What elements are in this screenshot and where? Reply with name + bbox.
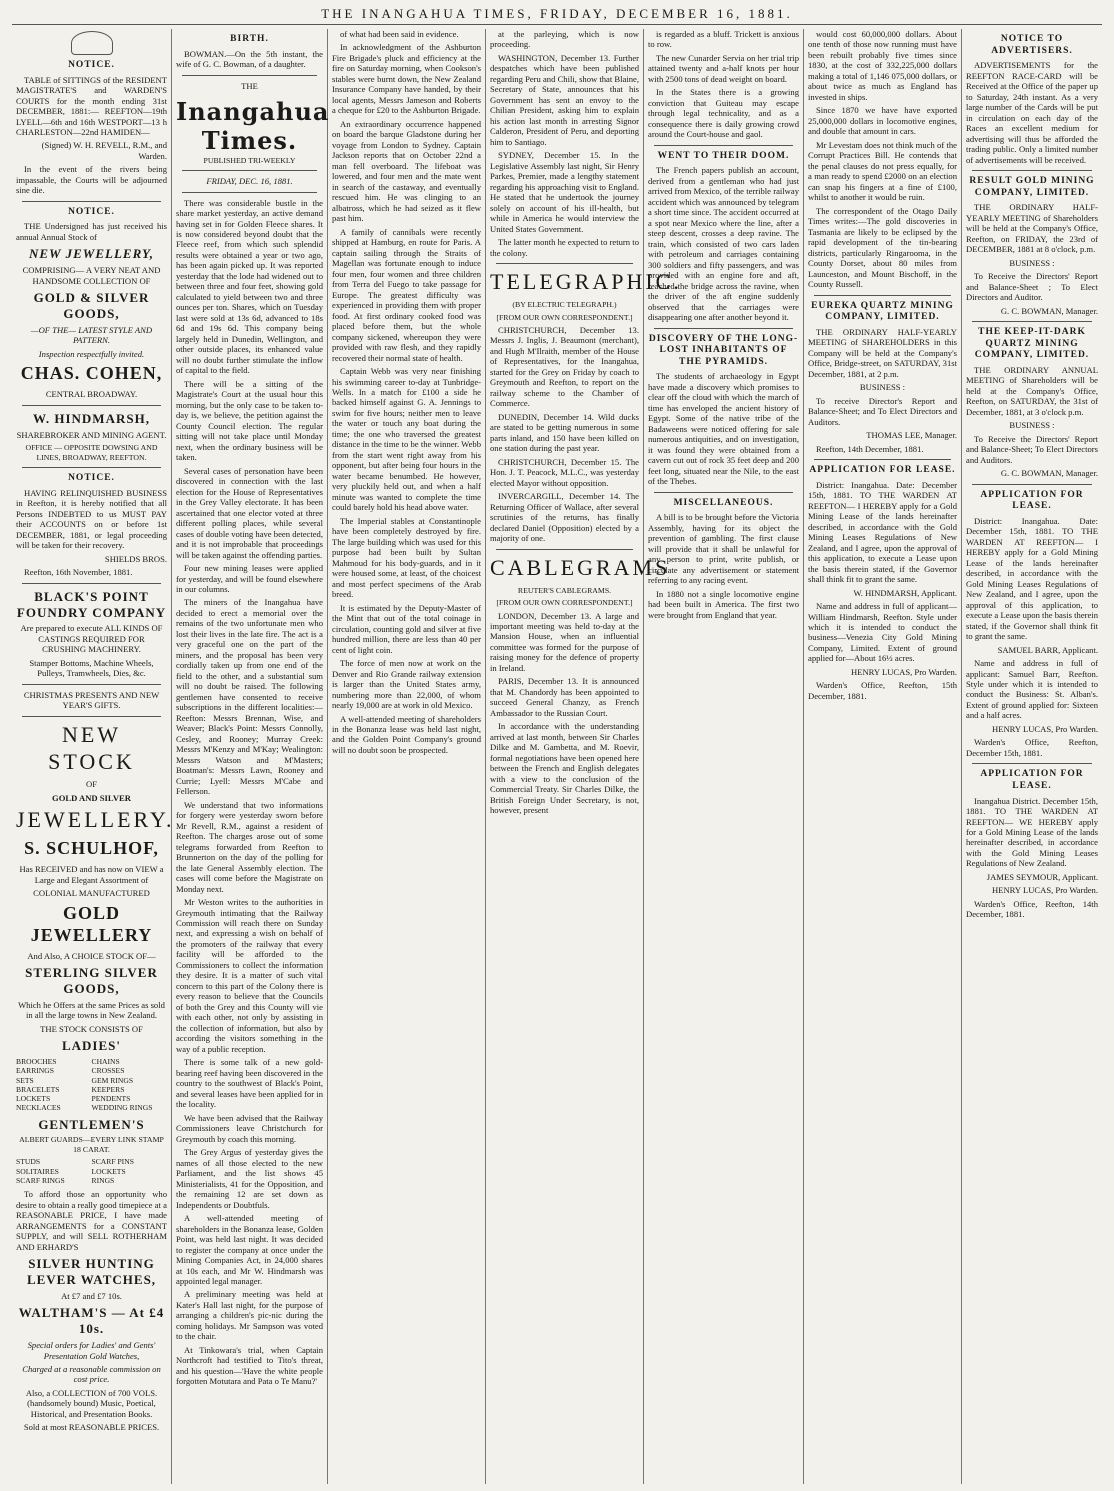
article-paragraph: DUNEDIN, December 14. Wild ducks are stated to be getting numerous in some parts inland, and 150 have been killed on one station during the past year. [490, 411, 639, 454]
gentlemen-heading: GENTLEMEN'S [38, 1116, 145, 1132]
notice-heading: NOTICE. [68, 206, 115, 217]
article-paragraph: at the parleying, which is now proceeding. [490, 29, 639, 50]
article-paragraph: PARIS, December 13. It is announced that M. Chandordy has been appointed to succeed General Chanzy, as French Ambassador to the Russian Court. [490, 676, 639, 718]
from-correspondent-text: [FROM OUR OWN CORRESPONDENT.] [496, 312, 633, 322]
comprising-text: COMPRISING— A VERY NEAT AND HANDSOME COLLECTION OF [22, 265, 161, 286]
cablegrams-heading: CABLEGRAMS [490, 554, 671, 580]
article-paragraph: There was considerable bustle in the share market yesterday, an active demand having set in for Golden Fleece shares. It is now considered beyond doubt that the Fleece reef, from which such splendid results were obtained a year or two ago, has been again picked up. It was reported yesterday that the lode had widened out to between three and four feet, showing gold calculated to yield between two and three ounces per ton. Shares, which on Tuesday last were sold at 13s 6d, advanced to 18s 6d and 19s 6d. This company being largely held in Dunedin, Wellington, and other outside places, its enhanced value will no doubt further stimulate the inflow of capital to the field. [176, 197, 323, 376]
ladies-heading: LADIES' [61, 1038, 122, 1054]
bowman-sign: G. C. BOWMAN, Manager. [1000, 305, 1098, 316]
notice-heading: NOTICE. [68, 473, 115, 484]
lee-date: Reefton, 14th December, 1881. [816, 443, 924, 454]
divider [22, 201, 161, 202]
divider [22, 716, 161, 717]
article-paragraph: In accordance with the understanding arrived at last month, between Sir Charles Dilke and M. Gambetta, and M. Roevir, formal negotiations have been opened here between the French and English delegates with a view to the conclusion of the Commercial Treaty. Sir Charles Dilke, the British Foreign Under Secretary, is not, however, present [490, 721, 639, 816]
divider [182, 170, 317, 171]
collection-text: Also, a COLLECTION of 700 VOLS. (handsomely bound) Music, Poetical, Historical, and Presentation Books. [25, 1387, 158, 1419]
list-item: SCARF RINGS [16, 1175, 65, 1185]
new-jewellery-heading: NEW JEWELLERY, [28, 246, 155, 262]
broadway-text: CENTRAL BROADWAY. [45, 389, 138, 400]
article-paragraph: CHRISTCHURCH, December 13. Messrs J. Inglis, J. Beaumont (merchant), and Hugh M'Ilraith, member of the House of Representatives, for the Inangahua, started for the Grey on Friday by coach to Greymouth and Reefton, to report on the railway scheme to the Chamber of Commerce. [490, 325, 639, 409]
foundry-heading: BLACK'S POINT FOUNDRY COMPANY [16, 588, 167, 620]
list-item: PENDENTS [91, 1094, 131, 1104]
column-7 [962, 29, 1102, 1484]
telegraphic-heading: TELEGRAPHIC. [490, 269, 682, 295]
list-item: EARRINGS [16, 1066, 54, 1076]
application-heading: APPLICATION FOR LEASE. [980, 489, 1084, 512]
article-paragraph: We understand that two informations for forgery were yesterday sworn before Mr Revell, R.M., against a resident of Reefton. The charges arose out of some telegrams forwarded from Reefton to Brunnerton on the day of the polling for the late General Assembly election. The cases will come before the Magistrate on Monday next. [176, 799, 323, 894]
eureka-heading: EUREKA QUARTZ MINING COMPANY, LIMITED. [811, 300, 954, 323]
column-3 [328, 29, 486, 1484]
list-item: NECKLACES [16, 1103, 61, 1113]
divider [496, 263, 633, 264]
article-paragraph: Since 1870 we have have exported 25,000,000 dollars in locomotive engines, and double that amount in cars. [808, 105, 957, 137]
notice-advertisers-text: ADVERTISEMENTS for the REEFTON RACE-CARD will be Received at the Office of the paper up to Saturday, 24th instant. As a very large number of the Cards will be put in circulation on each day of the Races an excellent medium for advertising will thus be afforded the trading public. Only a limited number of advertisements will be received. [966, 60, 1098, 165]
article-paragraph: Captain Webb was very near finishing his swimming career to-day at Tunbridge-Wells. In a match for £100 a side he backed himself against G. A. Jennings to swim for five hours; neither men to leave the water or touch any boat during the time; the one who traversed the greatest distance in the time to be the winner. Webb from the start went right away from his opponent, but after being four hours in the water became benumbed. He however, very pluckily held out, and when a half minute was wanted to complete the time could barely hold his head above water. [332, 366, 481, 513]
divider [654, 492, 793, 493]
article-paragraph: A bill is to be brought before the Victoria Assembly, having for its object the prevention of gambling. The first clause will provide that it shall be unlawful for any person to print, write publish, or circulate any advertisement or statement referring to any racing event. [648, 512, 799, 586]
applicant-sign: W. HINDMARSH, Applicant. [853, 587, 957, 598]
article-paragraph: of what had been said in evidence. [340, 29, 459, 39]
application-heading: APPLICATION FOR LEASE. [809, 465, 956, 476]
published-text: PUBLISHED TRI-WEEKLY [203, 155, 296, 165]
dateline: FRIDAY, DEC. 16, 1881. [206, 176, 293, 187]
list-item: LOCKETS [16, 1094, 51, 1104]
result-text: THE ORDINARY HALF-YEARLY MEETING of Shareholders will be held at the Company's Office, Reefton, on FRIDAY, the 23rd of DECEMBER, 1881 at 8 o'clock, p.m. [966, 202, 1098, 255]
sold-text: Sold at most REASONABLE PRICES. [23, 1422, 160, 1433]
albert-text: ALBERT GUARDS—EVERY LINK STAMP 18 CARAT. [19, 1135, 164, 1154]
business-heading: BUSINESS : [1009, 420, 1055, 431]
court-sittings-signature: (Signed) W. H. REVELL, R.M., and Warden. [41, 140, 167, 161]
list-item: SOLITAIRES [16, 1166, 59, 1176]
divider [182, 192, 317, 193]
article-paragraph: At Tinkowara's trial, when Captain Northcroft had testified to Tito's threat, and his question—'Have the white people forgotten Motutara and Pata o Te Manu?' [176, 1344, 323, 1387]
divider [496, 549, 633, 550]
royal-crest-icon [71, 31, 113, 55]
article-paragraph: WASHINGTON, December 13. Further despatches which have been published regarding Peru and Chili, show that Blaine, Secretary of State, announces that his Government has sent an envoy to the Chilian President, asking him to explain his action last month in arresting Signor Calderon, President of Peru, and deporting him to Santiago. [490, 52, 639, 147]
gold-silver-text: GOLD AND SILVER [52, 792, 131, 803]
list-item: LOCKETS [91, 1166, 126, 1176]
prices-text: At £7 and £7 10s. [61, 1290, 122, 1301]
business-text: To Receive the Directors' Report and Balance-Sheet ; To Elect Directors and Auditor. [966, 271, 1098, 303]
paper-title: Inangahua Times. [176, 97, 330, 156]
gold-jewellery-heading: GOLD JEWELLERY [30, 902, 153, 945]
divider [654, 328, 793, 329]
latest-style-text: —OF THE— LATEST STYLE AND PATTERN. [30, 325, 153, 346]
warden-sign: HENRY LUCAS, Pro Warden. [991, 723, 1098, 734]
birth-heading: BIRTH. [230, 34, 269, 44]
by-electric-text: (BY ELECTRIC TELEGRAPH.) [512, 300, 617, 309]
business-text: To Receive the Directors' Report and Balance-Sheet; To Elect Directors and Auditors. [966, 433, 1098, 465]
lee-sign: THOMAS LEE, Manager. [866, 430, 957, 441]
consists-text: THE STOCK CONSISTS OF [40, 1023, 143, 1034]
list-item: RINGS [91, 1175, 115, 1185]
keep-it-dark-text: THE ORDINARY ANNUAL MEETING of Shareholders will be held at the Company's Office, Reefton, on SATURDAY, the 31st of December, 1881, at 3 o'clock p.m. [966, 364, 1098, 417]
article-paragraph: In acknowledgment of the Ashburton Fire Brigade's pluck and efficiency at the fire on Saturday morning, when Cookson's stables were burnt down, the New Zealand Insurance Company have handed, by their local agents, Messrs Jameson and Roberts a cheque for £20 to the Ashburton Brigade. [332, 42, 481, 116]
list-item: BROOCHES [16, 1057, 57, 1067]
article-paragraph: There is some talk of a new gold-bearing reef having been discovered in the country to the southwest of Black's Point, and several leases have been applied for in the locality. [176, 1057, 323, 1110]
business-heading: BUSINESS : [859, 382, 906, 393]
divider [972, 321, 1092, 322]
shields-sign: SHIELDS BROS. [104, 553, 167, 564]
business-heading: BUSINESS : [1009, 257, 1055, 268]
jewellery-heading: JEWELLERY. [16, 807, 175, 833]
article-paragraph: is regarded as a bluff. Trickett is anxious to row. [648, 29, 799, 50]
cohen-name: CHAS. COHEN, [20, 363, 163, 384]
application-text: Inangahua District. December 15th, 1881. TO THE WARDEN AT REEFTON— WE HEREBY apply for a Gold Mining Lease of the lands hereinafter described, in accordance with the Gold Mining Leases Regulations of New Zealand. [966, 795, 1098, 869]
sharebroker-text: SHAREBROKER AND MINING AGENT. [16, 429, 167, 440]
article-paragraph: An extraordinary occurrence happened on board the barque Gladstone during her voyage from London to Sydney. Captain Jackson reports that on October 22nd a man fell overboard. The lifeboat was lowered, and four men and the mate went in search of the castaway, and eventually rescued him. He was clinging to an albatross, which he had seized as it flew past him. [332, 118, 481, 224]
warden-sign: HENRY LUCAS, Pro Warden. [991, 885, 1098, 896]
application-heading: APPLICATION FOR LEASE. [980, 769, 1084, 791]
christmas-text: CHRISTMAS PRESENTS AND NEW YEAR'S GIFTS. [23, 689, 160, 711]
article-paragraph: Four new mining leases were applied for yesterday, and will be found elsewhere in our columns. [176, 563, 323, 594]
keep-it-dark-heading: THE KEEP-IT-DARK QUARTZ MINING COMPANY, LIMITED. [974, 327, 1090, 361]
application-detail: Name and address in full of applicant: Samuel Barr, Reefton. Style under which it is intended to conduct the Business: St. Alban's. Extent of ground applied for: Sixteen and a half acres. [966, 658, 1098, 721]
reuters-text: REUTER'S CABLEGRAMS. [517, 585, 612, 595]
hindmarsh-name: W. HINDMARSH, [33, 410, 150, 426]
list-item: STUDS [16, 1157, 41, 1167]
notice-heading: NOTICE. [68, 60, 115, 70]
divider [972, 763, 1092, 764]
offers-text: Which he Offers at the same Prices as sold in all the large towns in New Zealand. [18, 999, 165, 1021]
application-text: District: Inangahua. Date: December 15th, 1881. TO THE WARDEN AT REEFTON— I HEREBY apply for a Gold Mining Lease of the lands hereinafter described, in accordance with the Gold Mining Leases Regulations of New Zealand, and I agree, upon the approval of this application, to execute a Lease upon the basis therein stated, if the Governor shall think fit to grant the same. [808, 479, 957, 585]
the-text: THE [241, 80, 258, 91]
list-item: BRACELETS [16, 1084, 60, 1094]
business-text: To receive Director's Report and Balance-Sheet; and To Elect Directors and Auditors. [808, 395, 957, 427]
article-paragraph: We have been advised that the Railway Commissioners leave Christchurch for Greymouth by coach this morning. [176, 1112, 323, 1144]
article-paragraph: Mr Levestam does not think much of the Corrupt Practices Bill. He contends that the penal clauses do not press equally, for a man ready to spend £2000 on an election can snap his fingers at a fine of £100, whilst to another it would be ruin. [808, 139, 957, 203]
article-paragraph: A well-attended meeting of shareholders in the Bonanza lease, Golden Point, was held last night. It was decided to register the company at once under the Mining Companies Act, in 24,000 shares at 10s each, and Mr W. Hindmarsh was appointed legal manager. [176, 1213, 323, 1286]
column-6 [804, 29, 962, 1484]
result-heading: RESULT GOLD MINING COMPANY, LIMITED. [969, 176, 1095, 198]
divider [22, 467, 161, 468]
divider [972, 170, 1092, 171]
notice-advertisers-heading: NOTICE TO ADVERTISERS. [991, 34, 1073, 56]
divider [654, 145, 793, 146]
article-paragraph: A well-attended meeting of shareholders in the Bonanza lease was held last night, and the Golden Point Company's ground will no doubt soon be prospected. [332, 713, 481, 755]
gold-silver-heading: GOLD & SILVER GOODS, [33, 290, 150, 322]
stamper-text: Stamper Bottoms, Machine Wheels, Pulleys, Tramwheels, Dies, &c. [29, 657, 154, 679]
gent-item-list [16, 1157, 167, 1185]
ladies-item-list [16, 1057, 167, 1113]
waltham-heading: WALTHAM'S — At £4 10s. [18, 1305, 165, 1337]
foundry-text: Are prepared to execute ALL KINDS OF CASTINGS REQUIRED FOR CRUSHING MACHINERY. [20, 623, 163, 655]
notice-intro: THE Undersigned has just received his annual Annual Stock of [16, 221, 167, 242]
article-paragraph: There will be a sitting of the Magistrate's Court at the usual hour this morning, but the only case to be taken to-day is, we believe, the petition against the County Council election. The regular sitting will not take place until Monday next, when the ordinary business will be taken. [176, 378, 323, 463]
column-2 [172, 29, 328, 1484]
from-correspondent-text: [FROM OUR OWN CORRESPONDENT.] [496, 598, 633, 608]
list-item: CHAINS [91, 1057, 120, 1067]
application-text: District: Inangahua. Date: December 15th, 1881. TO THE WARDEN AT REEFTON— I HEREBY apply for a Gold Mining Lease of the lands hereinafter described, in accordance with the Gold Mining Leases Regulations of New Zealand, and I agree, upon the approval of this application, to execute a Lease upon the basis therein stated, if the Governor shall think fit to grant the same. [966, 515, 1098, 642]
inspection-text: Inspection respectfully invited. [38, 348, 145, 359]
divider [814, 459, 951, 460]
birth-text: BOWMAN.—On the 5th instant, the wife of G. C. Bowman, of a daughter. [176, 48, 323, 70]
article-paragraph: SYDNEY, December 15. In the Legislative Assembly last night, Sir Henry Parkes, Premier, made a lengthy statement regarding his approaching visit to England. He stated that he undertook the journey solely on account of his ill-health, but while in America he would interview the United States Government. [490, 150, 639, 234]
warden-date: Warden's Office, Reefton, 15th December, 1881. [808, 680, 957, 701]
article-paragraph: It is estimated by the Deputy-Master of the Mint that out of the total coinage in circulation, counting gold and silver at five hundred million, there are less than 40 per cent of light coin. [332, 602, 481, 655]
article-paragraph: In 1880 not a single locomotive engine had been built in America. The first two were brought from England that year. [648, 588, 799, 620]
application-detail: Name and address in full of applicant—William Hindmarsh, Reefton. Style under which it is intended to conduct the business—Venezia City Gold Mining Company, Limited. Extent of ground applied for—About 16½ acres. [808, 601, 957, 664]
bowman-sign: G. C. BOWMAN, Manager. [1000, 468, 1098, 479]
list-item: GEM RINGS [91, 1075, 134, 1085]
list-item: KEEPERS [91, 1084, 125, 1094]
office-text: OFFICE — OPPOSITE DOWSING AND LINES, BROADWAY, REEFTON. [25, 443, 158, 462]
list-item: SETS [16, 1075, 34, 1085]
columns [12, 29, 1102, 1484]
column-5 [644, 29, 804, 1484]
miscellaneous-heading: MISCELLANEOUS. [673, 497, 774, 508]
new-stock-heading: NEW STOCK [48, 721, 135, 774]
received-text: Has RECEIVED and has now on VIEW a Large and Elegant Assortment of [19, 864, 164, 885]
column-1 [12, 29, 175, 1484]
article-paragraph: The miners of the Inangahua have decided to erect a memorial over the remains of the two unfortunate men who lost their lives in the late fire. The act is a very graceful one on the part of the miners, and the proposal has been very cordially taken up from one end of the field to the other, and a substantial sum will no doubt be raised. The following gentlemen have consented to receive subscriptions in the different localities:—Reefton: Messrs Brennan, Wise, and Weaver; Black's Point: Messrs Connolly, Cesley, and Rooney; Murray Creek: Messrs M'Kenzy and M'Kay; Wealington: Messrs Watson and M'Masters; Boatman's: Messrs Lawn, Rooney and Currie; Lyell: Messrs M'Cabe and Fellerson. [176, 597, 323, 797]
silver-hunting-heading: SILVER HUNTING LEVER WATCHES, [26, 1256, 157, 1287]
article-paragraph: The new Cunarder Servia on her trial trip attained twenty and a-half knots per hour with 2500 tons of dead weight on board. [648, 52, 799, 84]
article-paragraph: The force of men now at work on the Denver and Rio Grande railway extension is larger than the United States army, numbering more than 22,000, of whom nearly 19,000 are at work in old Mexico. [332, 658, 481, 711]
eureka-text: THE ORDINARY HALF-YEARLY MEETING of SHAREHOLDERS in this Company will be held at the Company's Office, Bridge-street, on SATURDAY, 31st December, 1881, at 2 p.m. [808, 326, 957, 379]
article-paragraph: The students of archaeology in Egypt have made a discovery which promises to clear off the cloud with which the march of time has enveloped the ancient history of Egypt. Some of the native tribe of the Badaweens were noticed offering for sale numerous antiquities, and on investigation, it was found they were obtained from a cavern cut out of rock 35 feet deep and 200 feet long, situated near the Nile, to the east of the Thebes. [648, 371, 799, 487]
of-text: OF [86, 779, 97, 790]
article-paragraph: The French papers publish an account, derived from a gentleman who had just arrived from Mexico, of the terrible railway accident which was announced by telegram a short time since. The accident occurred at a spot near Mexico where the line, after a steep descent, crosses a deep ravine. The train, which consisted of two cars laden with petroleum and carriages containing 300 soldiers and fifty passengers, and was provided with an engine fore and aft, reached the bridge across the ravine, when the driver of the aft engine suddenly observed that the carriages were disappearing one after another beyond it. [648, 165, 799, 323]
divider [22, 684, 161, 685]
warden-sign: HENRY LUCAS, Pro Warden. [850, 666, 957, 677]
divider [22, 405, 161, 406]
article-paragraph: LONDON, December 13. A large and important meeting was held to-day at the Mansion House, when an influential committee was formed for the purpose of raising money for the defence of property in Ireland. [490, 610, 639, 673]
article-paragraph: INVERCARGILL, December 14. The Returning Officer of Wallace, after several scrutinies of the returns, has finally declared Daniel (Opposition) elected by a majority of one. [490, 491, 639, 544]
article-paragraph: would cost 60,000,000 dollars. About one tenth of those now running must have been rebuilt probably five times since 1830, at the cost of 332,225,000 dollars making a total of 1,146 075,000 dollars, or about twice as much as England has invested in ships. [808, 29, 957, 102]
article-paragraph: The Grey Argus of yesterday gives the names of all those elected to the new Parliament, and the list shows 45 Ministerialists, 41 for the Opposition, and the remaining 12 are set down as Independents or Doubtfuls. [176, 1147, 323, 1210]
schulhof-name: S. SCHULHOF, [24, 838, 159, 859]
article-paragraph: CHRISTCHURCH, December 15. The Hon. J. T. Peacock, M.L.C., was yesterday elected Mayor without opposition. [490, 456, 639, 488]
divider [22, 583, 161, 584]
article-paragraph: A preliminary meeting was held at Kater's Hall last night, for the purpose of arranging a children's pic-nic during the coming holidays. Mr Sampson was voted to the chair. [176, 1289, 323, 1342]
article-paragraph: The Imperial stables at Constantinople have been completely destroyed by fire. The large building which was used for this purpose had been built by Sultan Mahmoud for his body-guards, and in it were housed some, at least, of the choicest and most perfect specimens of the Arab breed. [332, 515, 481, 600]
list-item: CROSSES [91, 1066, 125, 1076]
article-paragraph: Mr Weston writes to the authorities in Greymouth intimating that the Railway Commission will reach there on Sunday next, and expressing a wish on behalf of the promoters of the railway that every facility will be afforded to the Commissioners to collect the information they desire. It is a matter of such vital concern to this part of the Colony there is every reason to believe that the Councils of both the Grey and this County will vie with each other, not only by assisting in the collection of information, but also by according the visitors something in the way of a public reception. [176, 897, 323, 1054]
warden-date: Warden's Office, Reefton, December 15th, 1881. [966, 737, 1098, 758]
applicant-sign: SAMUEL BARR, Applicant. [997, 644, 1098, 655]
sterling-heading: STERLING SILVER GOODS, [25, 965, 158, 996]
article-paragraph: The correspondent of the Otago Daily Times writes:—The gold discoveries in Tasmania are likely to be eclipsed by the rapid development of the tin-bearing districts, particularly Ringarooma, in the County Dorset, about 80 miles from Launceston, and Mount Bischoff, in the County Russell. [808, 205, 957, 290]
article-paragraph: A family of cannibals were recently shipped at Hamburg, en route for Paris. A captain sailing through the Straits of Magellan was fortunate enough to induce four men, four women and three children from Terra del Fuego to take passage for Europe. The greatest difficulty was experienced in providing them with proper food. At first ordinary cooked food was placed before them, but the whole company sickened, whereupon they were provided with raw flesh, and they rapidly recovered their normal state of health. [332, 226, 481, 363]
list-item: WEDDING RINGS [91, 1103, 153, 1113]
relinquish-text: HAVING RELINQUISHED BUSINESS in Reefton, it is hereby notified that all Persons INDEBTED to us MUST PAY their ACCOUNTS on or before 1st DECEMBER, 1881, or legal proceeding will be taken for their recovery. [16, 487, 167, 551]
afford-text: To afford those an opportunity who desire to obtain a really good timepiece at a REASONABLE PRICE, I have made ARRANGEMENTS for a CONSTANT SUPPLY, and will SELL ROTHERHAM AND ERHARD'S [16, 1189, 167, 1252]
charged-text: Charged at a reasonable commission on cost price. [22, 1363, 161, 1385]
masthead: THE INANGAHUA TIMES, FRIDAY, DECEMBER 16, 1881. [12, 6, 1102, 25]
column-4 [486, 29, 682, 1484]
divider [972, 484, 1092, 485]
warden-date: Warden's Office, Reefton, 14th December, 1881. [966, 898, 1098, 920]
went-to-doom-heading: WENT TO THEIR DOOM. [657, 150, 790, 161]
article-paragraph: In the States there is a growing conviction that Guiteau may escape through legal technicality, and as a consequence there is daily growing crowd around the Court-house and gaol. [648, 87, 799, 140]
shields-date: Reefton, 16th November, 1881. [24, 567, 133, 578]
list-item: SCARF PINS [91, 1157, 134, 1167]
court-sittings-text: TABLE of SITTINGS of the RESIDENT MAGISTRATE'S and WARDEN'S COURTS for the month ending 31st DECEMBER, 1881:— REEFTON—19th LYELL—6th and 16th WESTPORT—13 h CHARLESTON—22nd HAMIDEN— [16, 74, 167, 137]
divider [182, 75, 317, 76]
court-sittings-note: In the event of the rivers being impassable, the Courts will be adjourned sine die. [16, 164, 167, 196]
special-orders-text: Special orders for Ladies' and Gents' Presentation Gold Watches, [27, 1340, 156, 1361]
applicant-sign: JAMES SEYMOUR, Applicant. [986, 871, 1098, 882]
colonial-text: COLONIAL MANUFACTURED [33, 888, 150, 899]
divider [814, 295, 951, 296]
article-paragraph: Several cases of personation have been discovered in connection with the last election for the House of Representatives in the Grey Valley electorate. It has been ascertained that one elector voted at three different polling places, while several cases of double voting have been detected, and it is not improbable that proceedings will be taken against the offending parties. [176, 465, 323, 560]
article-paragraph: The latter month he expected to return to the colony. [490, 237, 639, 258]
discovery-heading: DISCOVERY OF THE LONG-LOST INHABITANTS OF THE PYRAMIDS. [648, 333, 799, 367]
choice-text: And Also, A CHOICE STOCK OF— [27, 950, 156, 961]
